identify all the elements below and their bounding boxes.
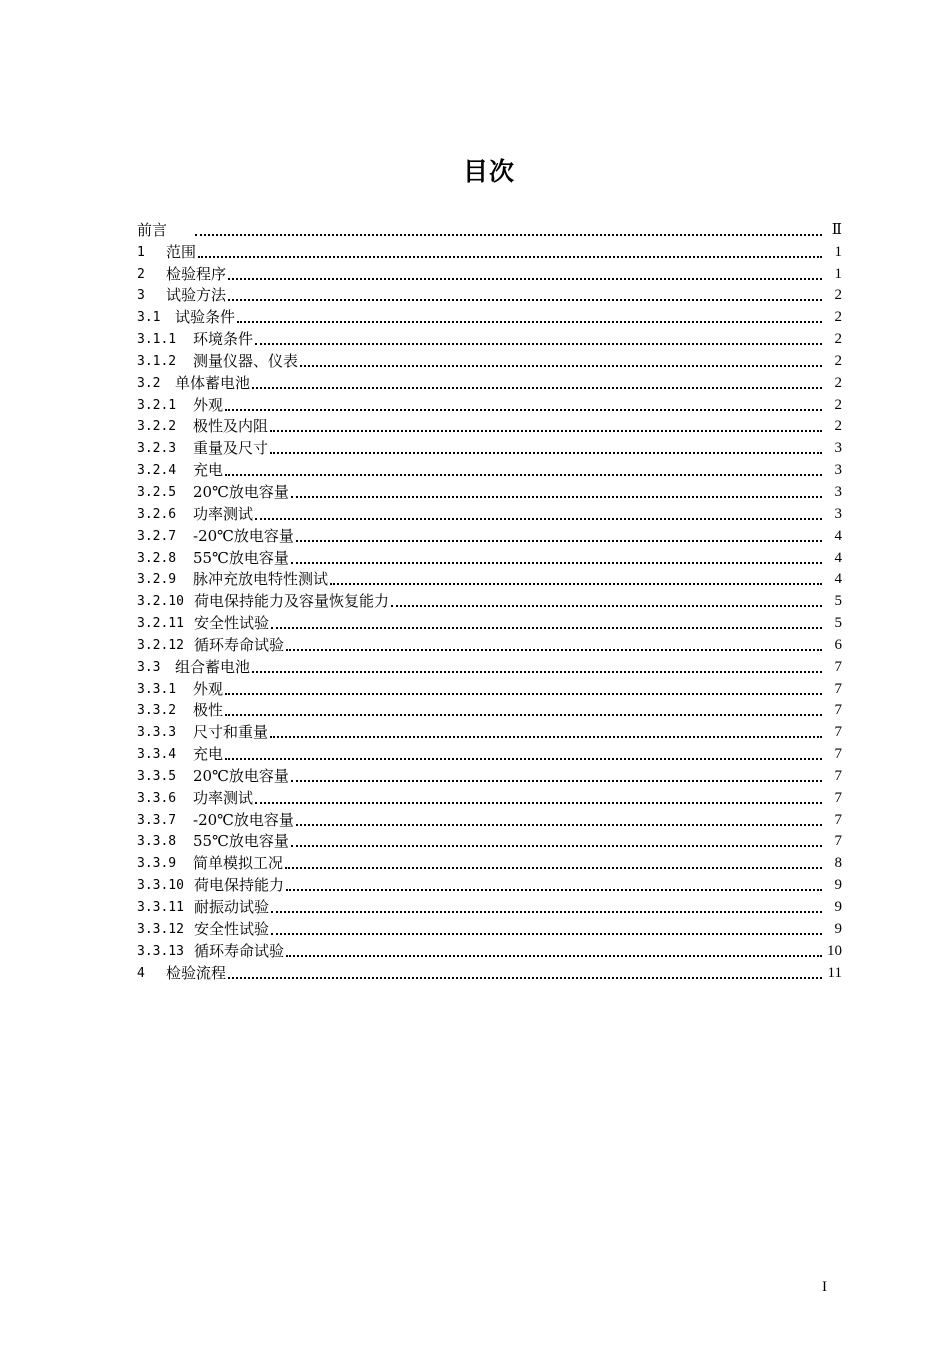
toc-leader-dots (255, 788, 822, 809)
toc-entry-label: 55℃放电容量 (193, 548, 289, 567)
toc-entry-label: 单体蓄电池 (175, 373, 251, 392)
toc-entry-label: 外观 (193, 395, 224, 414)
toc-entry-label: 安全性试验 (194, 614, 270, 633)
toc-leader-dots (225, 744, 822, 765)
toc-leader-dots (198, 242, 822, 263)
toc-leader-dots (255, 504, 822, 525)
toc-entry-page: 7 (834, 833, 842, 850)
toc-entry-page: 5 (834, 593, 842, 610)
toc-entry[interactable] (137, 809, 842, 831)
toc-entry-number: 3.2.5 (137, 484, 177, 500)
toc-entry-page: 3 (834, 440, 842, 457)
toc-entry-number: 3.3.11 (137, 900, 184, 915)
toc-entry-number: 3.3.8 (137, 834, 177, 850)
toc-entry[interactable] (137, 328, 842, 350)
toc-entry-label: 充电 (193, 745, 224, 764)
toc-entry[interactable] (137, 831, 842, 853)
toc-entry[interactable] (137, 852, 842, 874)
toc-entry[interactable] (137, 481, 842, 503)
toc-entry-number: 3.2.9 (137, 572, 177, 588)
toc-entry-label: 范围 (166, 242, 197, 261)
toc-entry[interactable] (137, 547, 842, 569)
toc-entry[interactable] (137, 918, 842, 940)
toc-entry-page: 3 (834, 505, 842, 522)
toc-leader-dots (286, 635, 822, 656)
toc-leader-dots (270, 438, 822, 459)
page-number: I (822, 1279, 827, 1295)
toc-entry-label: 荷电保持能力 (194, 876, 285, 895)
toc-leader-dots (271, 613, 822, 634)
toc-entry[interactable] (137, 787, 842, 809)
toc-entry-number: 3.3.5 (137, 768, 177, 784)
toc-leader-dots (300, 351, 822, 372)
toc-entry[interactable] (137, 306, 842, 328)
table-of-contents (137, 219, 842, 984)
toc-leader-dots (291, 482, 822, 503)
toc-leader-dots (291, 766, 822, 787)
toc-leader-dots (252, 373, 822, 394)
toc-leader-dots (291, 548, 822, 569)
toc-leader-dots (391, 591, 822, 612)
toc-leader-dots (296, 810, 822, 831)
toc-leader-dots (296, 526, 822, 547)
toc-entry-number: 3.1 (137, 310, 161, 326)
toc-entry-number: 4 (137, 965, 145, 981)
toc-leader-dots (330, 569, 822, 590)
toc-entry-page: 2 (834, 374, 842, 391)
toc-entry-page: 7 (834, 811, 842, 828)
toc-entry-number: 3.2.7 (137, 528, 177, 544)
toc-entry-page: 1 (834, 265, 842, 282)
toc-entry[interactable] (137, 503, 842, 525)
toc-entry-page: 7 (834, 702, 842, 719)
toc-leader-dots (228, 963, 822, 984)
toc-entry-page: 4 (834, 549, 842, 566)
toc-entry-label: -20℃放电容量 (193, 526, 294, 545)
toc-entry-number: 3.2.11 (137, 616, 184, 632)
toc-entry-label: 试验方法 (166, 286, 227, 305)
toc-entry-label: 耐振动试验 (194, 898, 270, 916)
toc-leader-dots (225, 395, 822, 416)
toc-entry-label: -20℃放电容量 (193, 810, 294, 829)
toc-entry[interactable] (137, 372, 842, 394)
toc-leader-dots (270, 722, 822, 743)
toc-leader-dots (252, 657, 822, 678)
toc-entry-number: 3 (137, 288, 145, 304)
toc-entry-page: 6 (834, 636, 842, 653)
toc-entry[interactable] (137, 219, 842, 241)
toc-entry-number: 3.3.9 (137, 856, 177, 872)
toc-entry-number: 2 (137, 266, 145, 282)
toc-entry-label: 环境条件 (193, 330, 254, 349)
toc-entry-label: 试验条件 (175, 308, 236, 327)
toc-entry-number: 3.2 (137, 375, 161, 391)
toc-entry-label: 充电 (193, 461, 224, 480)
toc-entry[interactable] (137, 394, 842, 416)
toc-leader-dots (225, 679, 822, 700)
toc-entry-number: 3.2.8 (137, 550, 177, 566)
toc-entry-number: 3.3.12 (137, 921, 184, 937)
toc-leader-dots (271, 919, 822, 940)
toc-entry-number: 3.2.10 (137, 594, 184, 610)
toc-entry-page: 9 (834, 899, 842, 915)
toc-entry-number: 3.3.4 (137, 747, 177, 763)
toc-entry-number: 3.3.2 (137, 703, 177, 719)
toc-entry-page: 7 (834, 746, 842, 763)
toc-entry-label: 循环寿命试验 (194, 941, 285, 960)
toc-entry-label: 组合蓄电池 (175, 657, 251, 676)
toc-entry[interactable] (137, 940, 842, 962)
toc-entry[interactable] (137, 241, 842, 263)
toc-entry[interactable] (137, 896, 842, 918)
toc-entry-number: 3.3.13 (137, 943, 184, 959)
toc-entry[interactable] (137, 350, 842, 372)
toc-leader-dots (285, 853, 822, 874)
toc-leader-dots (228, 285, 822, 306)
toc-entry-number: 3.2.1 (137, 397, 177, 413)
toc-entry[interactable] (137, 962, 842, 984)
toc-entry-label: 20℃放电容量 (193, 482, 289, 501)
toc-entry[interactable] (137, 285, 842, 307)
toc-entry-page: 5 (834, 615, 842, 632)
toc-entry[interactable] (137, 525, 842, 547)
toc-leader-dots (237, 307, 822, 328)
toc-entry-page: 7 (834, 789, 842, 806)
toc-entry-number: 3.3.1 (137, 681, 177, 697)
toc-entry[interactable] (137, 263, 842, 285)
toc-entry-page: 8 (834, 855, 842, 872)
toc-leader-dots (228, 264, 822, 285)
toc-entry-page: Ⅱ (831, 221, 842, 238)
toc-entry[interactable] (137, 416, 842, 438)
toc-entry-page: 2 (834, 418, 842, 435)
toc-entry-label: 极性及内阻 (193, 417, 269, 436)
toc-leader-dots (225, 700, 822, 721)
toc-entry-label: 测量仪器、仪表 (193, 351, 299, 370)
toc-entry-page: 7 (834, 658, 842, 675)
toc-entry-number: 3.3.10 (137, 878, 184, 894)
toc-entry-label: 安全性试验 (194, 919, 270, 938)
toc-entry-page: 4 (834, 527, 842, 544)
toc-entry-number: 3.2.12 (137, 637, 184, 653)
toc-entry-page: 9 (834, 877, 842, 894)
toc-entry-number: 3.3 (137, 659, 161, 675)
toc-entry-number: 3.3.6 (137, 790, 177, 806)
toc-entry[interactable] (137, 437, 842, 459)
toc-entry[interactable] (137, 569, 842, 591)
toc-entry-page: 11 (827, 964, 842, 981)
toc-entry-page: 2 (834, 309, 842, 326)
toc-entry[interactable] (137, 590, 842, 612)
toc-entry-number: 3.1.2 (137, 353, 177, 369)
toc-entry-page: 1 (834, 243, 842, 260)
toc-leader-dots (291, 831, 822, 852)
toc-entry[interactable] (137, 459, 842, 481)
toc-entry-label: 检验程序 (166, 264, 227, 283)
toc-entry[interactable] (137, 874, 842, 896)
toc-leader-dots (286, 875, 822, 896)
toc-entry-page: 10 (827, 942, 842, 959)
toc-entry[interactable] (137, 656, 842, 678)
toc-entry-label: 重量及尺寸 (193, 439, 269, 458)
toc-leader-dots (195, 220, 822, 241)
toc-entry-label: 20℃放电容量 (193, 766, 289, 785)
toc-entry-page: 7 (834, 767, 842, 784)
toc-entry-page: 7 (834, 724, 842, 741)
toc-entry-label: 脉冲充放电特性测试 (193, 570, 329, 589)
toc-entry-page: 9 (834, 920, 842, 937)
toc-entry[interactable] (137, 721, 842, 743)
toc-entry-label: 前言 (137, 220, 168, 239)
toc-entry-page: 3 (834, 462, 842, 479)
toc-entry-label: 检验流程 (166, 963, 227, 982)
toc-entry[interactable] (137, 765, 842, 787)
toc-leader-dots (225, 460, 822, 481)
toc-entry-label: 55℃放电容量 (193, 832, 289, 851)
toc-entry[interactable] (137, 743, 842, 765)
toc-entry-label: 荷电保持能力及容量恢复能力 (194, 592, 390, 611)
toc-entry-number: 1 (137, 244, 145, 260)
page-title: 目次 (462, 157, 515, 186)
toc-entry-label: 功率测试 (193, 788, 254, 807)
toc-entry-label: 尺寸和重量 (193, 723, 269, 742)
toc-entry-number: 3.3.3 (137, 725, 177, 741)
toc-entry-page: 2 (834, 352, 842, 369)
toc-entry-number: 3.1.1 (137, 332, 177, 348)
toc-leader-dots (286, 941, 822, 962)
toc-entry-label: 极性 (193, 701, 224, 720)
toc-entry-label: 简单模拟工况 (193, 854, 284, 873)
toc-entry-label: 外观 (193, 679, 224, 698)
toc-entry-page: 7 (834, 680, 842, 697)
toc-entry-page: 3 (834, 483, 842, 500)
toc-entry-number: 3.2.6 (137, 506, 177, 522)
toc-entry-number: 3.2.4 (137, 463, 177, 479)
toc-entry[interactable] (137, 700, 842, 722)
toc-entry-label: 功率测试 (193, 504, 254, 523)
toc-entry-number: 3.3.7 (137, 812, 177, 828)
toc-entry-number: 3.2.2 (137, 419, 177, 435)
toc-leader-dots (255, 329, 822, 350)
toc-entry[interactable] (137, 678, 842, 700)
toc-entry-label: 循环寿命试验 (194, 635, 285, 654)
toc-entry[interactable] (137, 634, 842, 656)
toc-entry-number: 3.2.3 (137, 441, 177, 457)
toc-leader-dots (270, 416, 822, 437)
toc-entry[interactable] (137, 612, 842, 634)
toc-entry-page: 4 (834, 571, 842, 588)
toc-entry-page: 2 (834, 396, 842, 413)
toc-leader-dots (271, 897, 822, 918)
toc-entry-page: 2 (834, 287, 842, 304)
toc-entry-page: 2 (834, 331, 842, 348)
